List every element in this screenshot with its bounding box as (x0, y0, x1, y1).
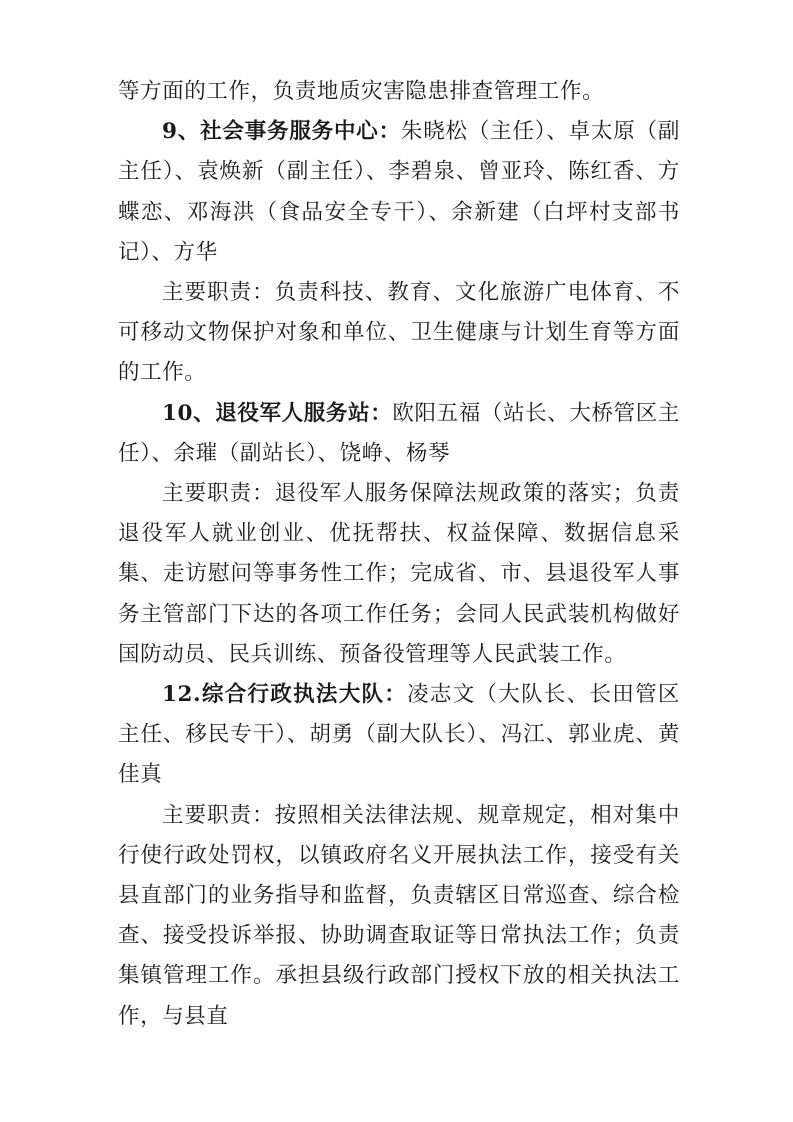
paragraph-text: 主要职责：负责科技、教育、文化旅游广电体育、不可移动文物保护对象和单位、卫生健康与计划生育等方面的工作。 (118, 280, 680, 386)
paragraph-text: 等方面的工作，负责地质灾害隐患排查管理工作。 (118, 79, 605, 104)
paragraph-text: 主要职责：按照相关法律法规、规章规定，相对集中行使行政处罚权，以镇政府名义开展执法工作，接受有关县直部门的业务指导和监督，负责辖区日常巡查、综合检查、接受投诉举报、协助调查取证等日常执法工作；负责集镇管理工作。承担县级行政部门授权下放的相关执法工作，与县直 (118, 802, 680, 1029)
paragraph-social-affairs-duties (118, 273, 680, 394)
document-page (118, 72, 680, 1037)
paragraph-law-enforcement-brigade (118, 675, 680, 796)
paragraph-text: 欧阳五福（站长、大桥管区主任）、余璀（副站长）、饶峥、杨琴 (118, 400, 680, 466)
paragraph-geology-continuation (118, 72, 680, 112)
paragraph-veterans-station (118, 394, 680, 474)
section-heading: 9、社会事务服务中心： (162, 119, 401, 145)
section-heading: 10、退役军人服务站： (162, 400, 393, 426)
section-heading: 12.综合行政执法大队： (162, 682, 408, 708)
paragraph-law-enforcement-duties (118, 796, 680, 1037)
paragraph-text: 朱晓松（主任）、卓太原（副主任）、袁焕新（副主任）、李碧泉、曾亚玲、陈红香、方蝶恋、邓海洪（食品安全专干）、余新建（白坪村支部书记）、方华 (118, 119, 681, 265)
paragraph-text: 凌志文（大队长、长田管区主任、移民专干）、胡勇（副大队长）、冯江、郭业虎、黄佳真 (118, 682, 681, 788)
paragraph-veterans-duties (118, 474, 680, 675)
paragraph-text: 主要职责：退役军人服务保障法规政策的落实；负责退役军人就业创业、优抚帮扶、权益保障、数据信息采集、走访慰问等事务性工作；完成省、市、县退役军人事务主管部门下达的各项工作任务；会同人民武装机构做好国防动员、民兵训练、预备役管理等人民武装工作。 (118, 481, 680, 667)
paragraph-social-affairs-center (118, 112, 680, 273)
